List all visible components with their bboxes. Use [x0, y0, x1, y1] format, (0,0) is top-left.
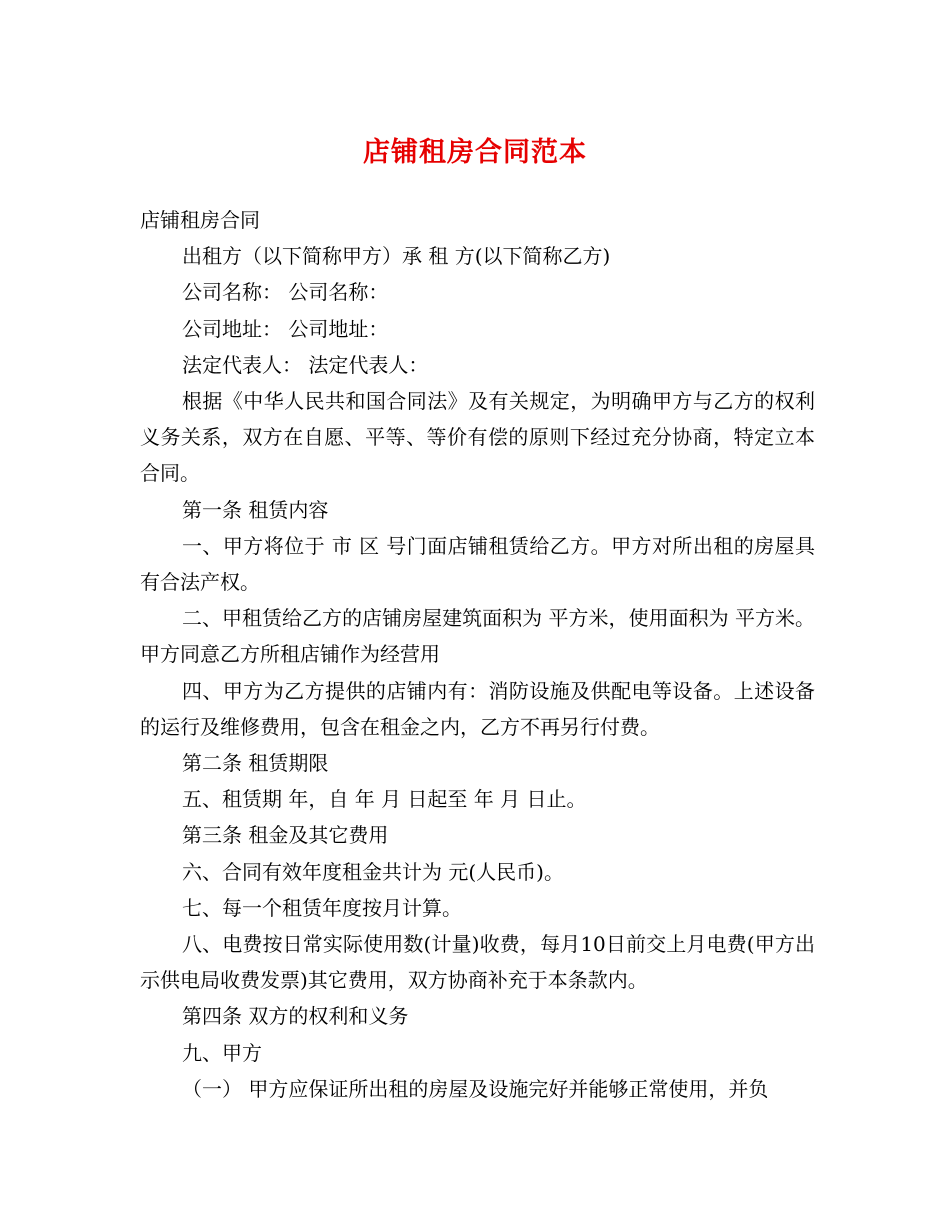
clause-8: 八、电费按日常实际使用数(计量)收费，每月10日前交上月电费(甲方出示供电局收费发票)其它费用，双方协商补充于本条款内。 — [140, 932, 815, 993]
preamble-paragraph: 根据《中华人民共和国合同法》及有关规定，为明确甲方与乙方的权利义务关系，双方在自愿、平等、等价有偿的原则下经过充分协商，特定立本合同。 — [140, 389, 815, 486]
company-name-line: 公司名称： 公司名称： — [182, 280, 389, 305]
clause-9-item-1: （一） 甲方应保证所出租的房屋及设施完好并能够正常使用，并负 — [182, 1076, 769, 1101]
legal-representative-line: 法定代表人： 法定代表人： — [182, 352, 429, 377]
article-4-heading: 第四条 双方的权利和义务 — [182, 1004, 409, 1029]
parties-line: 出租方（以下简称甲方）承 租 方(以下简称乙方) — [182, 244, 611, 269]
contract-heading: 店铺租房合同 — [140, 208, 260, 232]
clause-1: 一、甲方将位于 市 区 号门面店铺租赁给乙方。甲方对所出租的房屋具有合法产权。 — [140, 533, 815, 595]
clause-2: 二、甲租赁给乙方的店铺房屋建筑面积为 平方米，使用面积为 平方米。甲方同意乙方所租店铺作为经营用 — [140, 606, 815, 667]
article-3-heading: 第三条 租金及其它费用 — [182, 823, 389, 848]
clause-7: 七、每一个租赁年度按月计算。 — [182, 895, 462, 920]
document-body — [140, 202, 815, 1107]
clause-5: 五、租赁期 年，自 年 月 日起至 年 月 日止。 — [182, 787, 587, 812]
article-2-heading: 第二条 租赁期限 — [182, 751, 329, 776]
document-title: 店铺租房合同范本 — [363, 137, 587, 168]
clause-4: 四、甲方为乙方提供的店铺内有：消防设施及供配电等设备。上述设备的运行及维修费用，包含在租金之内，乙方不再另行付费。 — [140, 678, 815, 739]
article-1-heading: 第一条 租赁内容 — [182, 497, 329, 522]
company-address-line: 公司地址： 公司地址： — [182, 316, 389, 341]
clause-6: 六、合同有效年度租金共计为 元(人民币)。 — [182, 859, 564, 884]
clause-9-heading: 九、甲方 — [182, 1040, 262, 1065]
